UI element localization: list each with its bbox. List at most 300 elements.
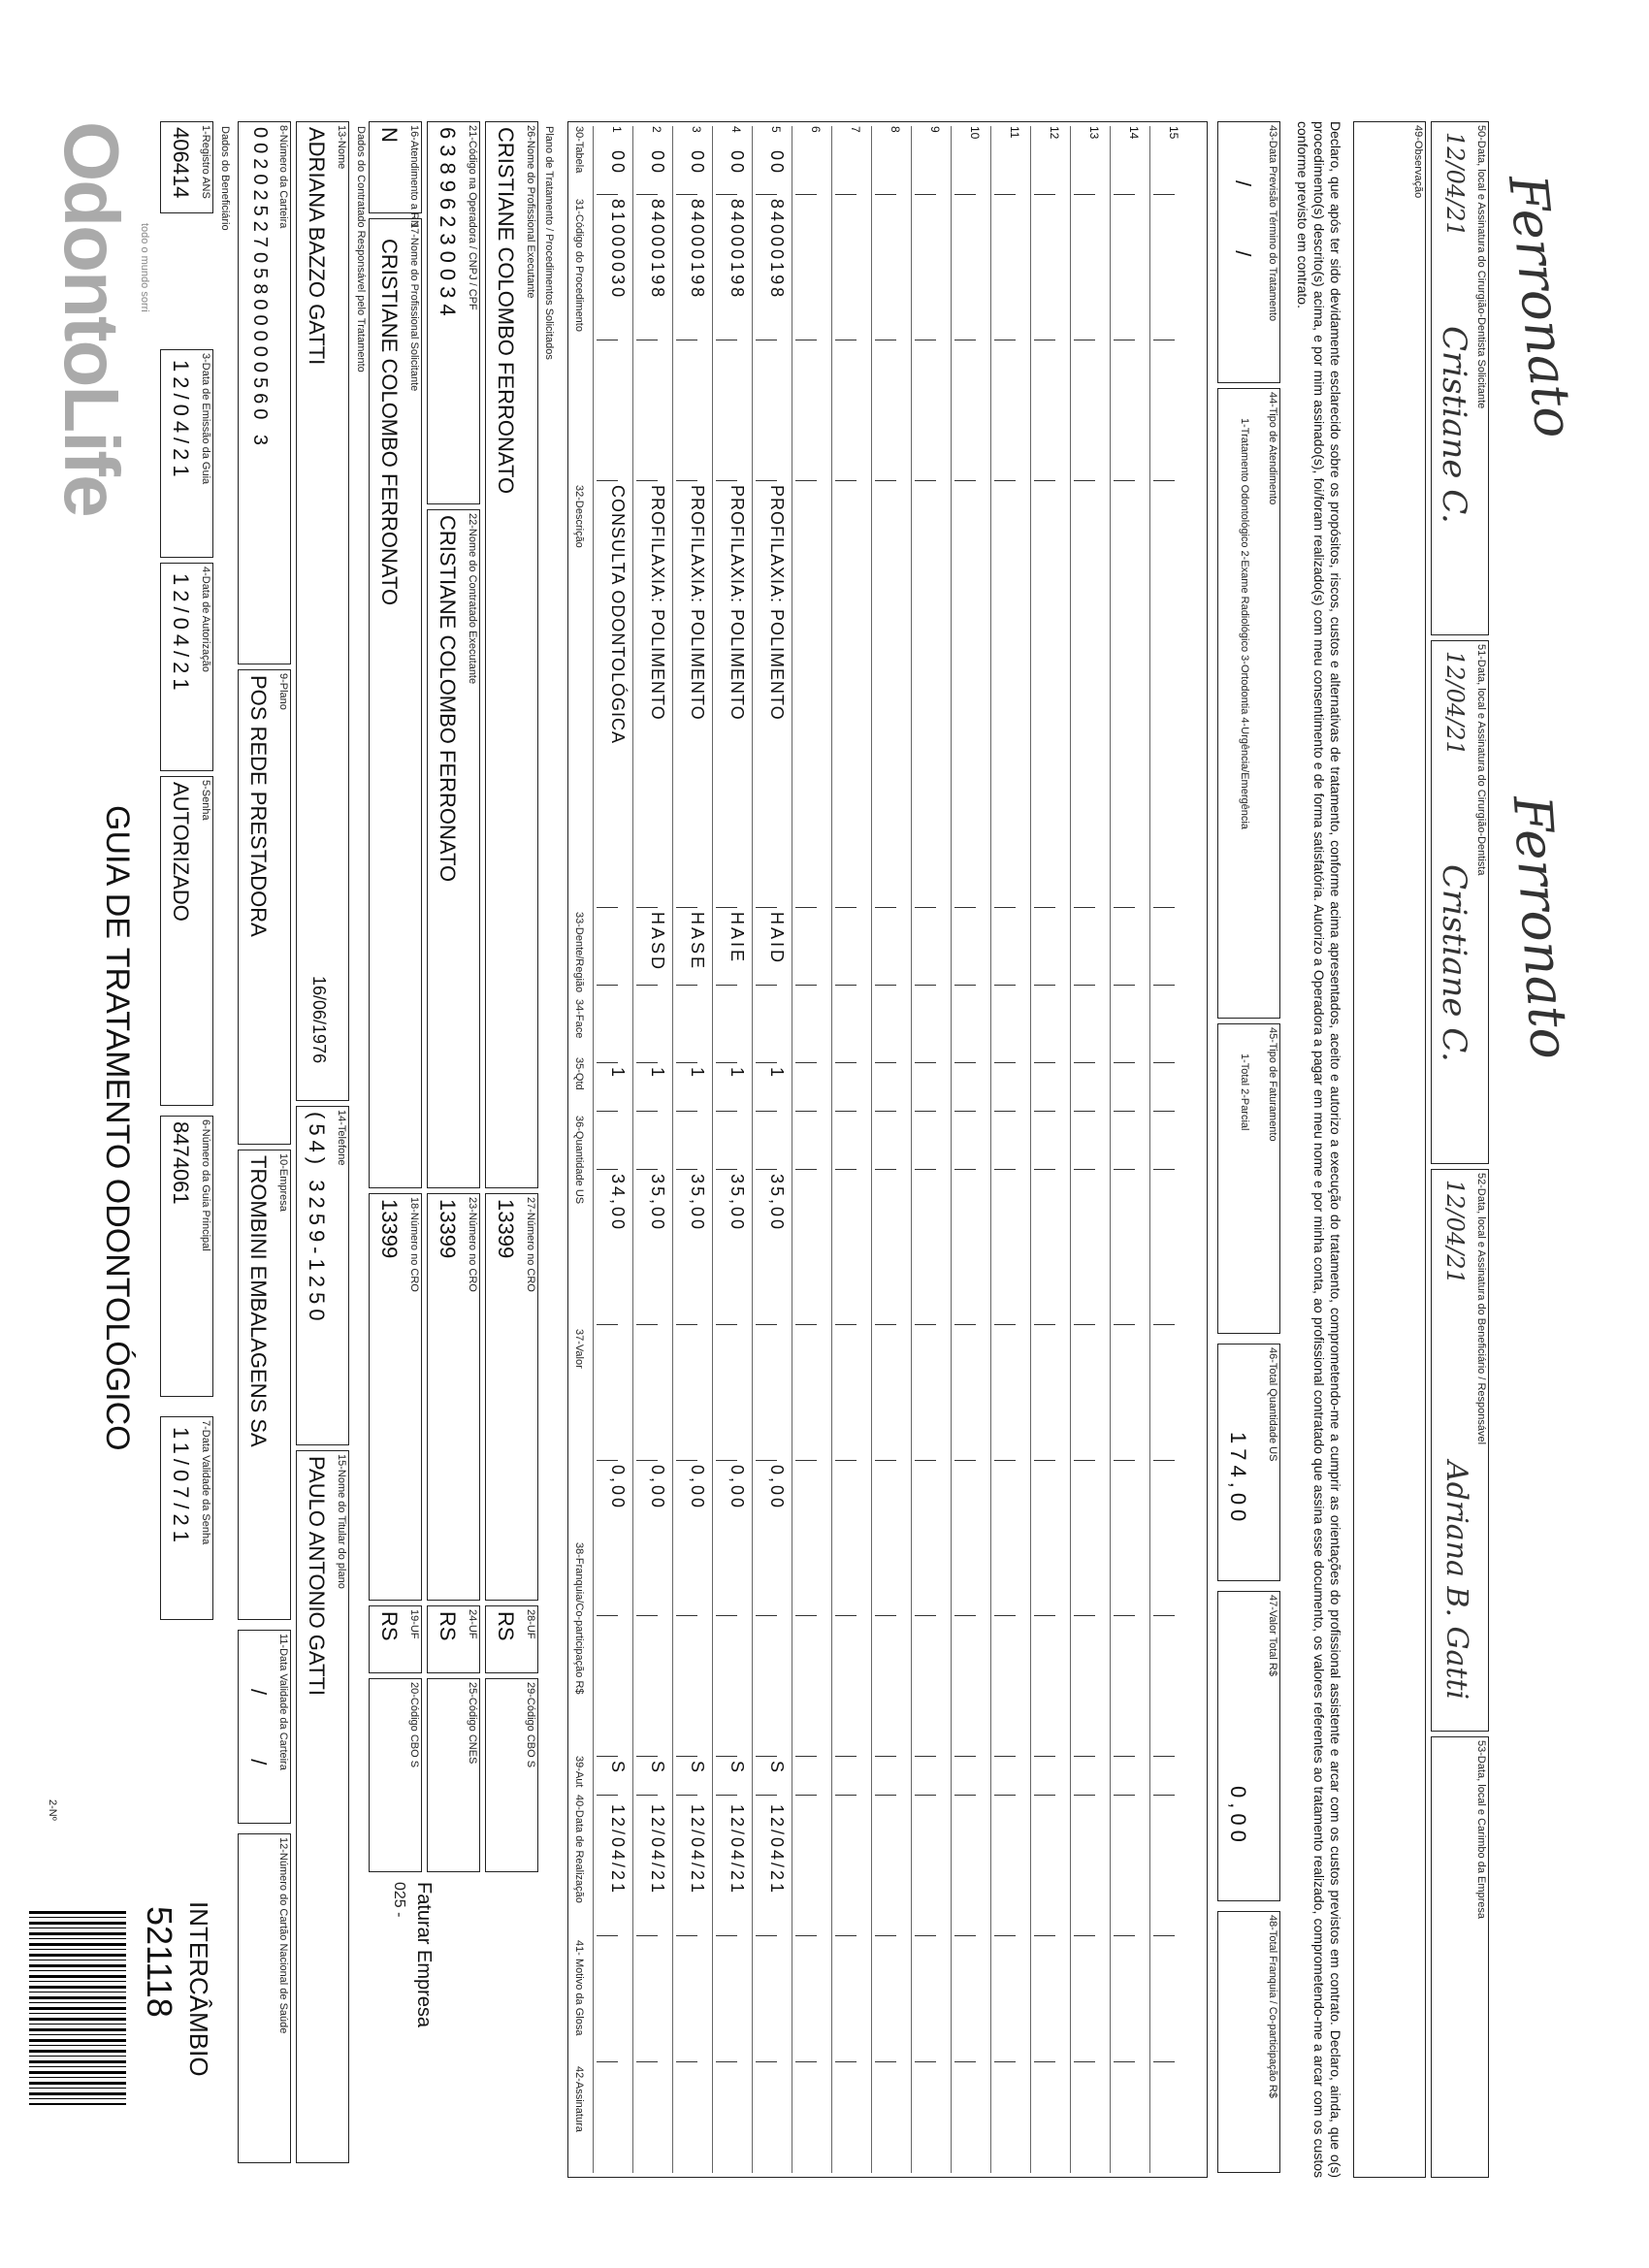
cell-divider bbox=[1153, 1111, 1175, 1112]
assin-empresa-box: 53-Data, local e Carimbo da Empresa bbox=[1431, 1736, 1489, 2178]
cell-divider bbox=[875, 2061, 896, 2062]
cro-solicitante[interactable]: 13399 bbox=[377, 1199, 402, 1259]
total-franquia-box: 48-Total Franquia / Co-participação R$ bbox=[1217, 1911, 1280, 2173]
data-emissao[interactable]: 12/04/21 bbox=[169, 360, 193, 482]
cell-divider bbox=[676, 1795, 697, 1796]
cell-divider bbox=[994, 1062, 1016, 1063]
assin-dentista-box: 51-Data, local e Assinatura do Cirurgião-Dentista 12/04/21 Cristiane C. bbox=[1431, 640, 1489, 1164]
row-us[interactable]: 35,00 bbox=[767, 1174, 787, 1233]
cell-divider bbox=[716, 480, 737, 481]
cell-divider bbox=[994, 480, 1016, 481]
codigo-operadora-box: 21-Código na Operadora / CNPJ / CPF 63896230034 bbox=[427, 121, 480, 504]
cell-divider bbox=[636, 1935, 658, 1936]
cell-divider bbox=[676, 1460, 697, 1461]
cell-divider bbox=[795, 907, 817, 908]
cell-divider bbox=[636, 1615, 658, 1616]
prof-executante[interactable]: CRISTIANE COLOMBO FERRONATO bbox=[494, 127, 518, 495]
uf-solicitante-box: 19-UF RS bbox=[369, 1605, 422, 1673]
cell-divider bbox=[1114, 1615, 1135, 1616]
cell-divider bbox=[795, 1615, 817, 1616]
cell-divider bbox=[1034, 1169, 1055, 1170]
cell-divider bbox=[756, 2061, 777, 2062]
row-number: 2 bbox=[650, 126, 663, 133]
table-row bbox=[632, 126, 671, 2173]
cell-divider bbox=[1074, 1111, 1095, 1112]
cell-divider bbox=[994, 1169, 1016, 1170]
cell-divider bbox=[597, 480, 618, 481]
cell-divider bbox=[1153, 194, 1175, 195]
row-tabela[interactable]: 00 bbox=[728, 150, 747, 177]
cbo-executante-box: 29-Código CBO S bbox=[485, 1678, 538, 1872]
prof-executante-box: 26-Nome do Profissional Executante CRISTIANE COLOMBO FERRONATO bbox=[485, 121, 538, 1188]
guia-principal[interactable]: 8474061 bbox=[169, 1121, 193, 1205]
table-row bbox=[1070, 126, 1109, 2173]
table-row bbox=[1110, 126, 1148, 2173]
registro-ans-box: 1-Registro ANS 406414 bbox=[160, 121, 213, 213]
cell-divider bbox=[875, 194, 896, 195]
cell-divider bbox=[716, 2061, 737, 2062]
row-tabela[interactable]: 00 bbox=[688, 150, 707, 177]
row-codigo[interactable]: 84000198 bbox=[688, 199, 707, 301]
assin-solicitante-signature: Cristiane C. bbox=[1435, 326, 1473, 524]
cell-divider bbox=[1074, 1062, 1095, 1063]
cell-divider bbox=[954, 1062, 976, 1063]
validade-carteira-box: 11-Data Validade da Carteira / / bbox=[238, 1630, 291, 1824]
atendimento-rn-box: 16-Atendimento a RN N bbox=[369, 121, 422, 213]
cell-divider bbox=[756, 907, 777, 908]
cell-divider bbox=[756, 1615, 777, 1616]
cell-divider bbox=[1114, 1460, 1135, 1461]
cell-divider bbox=[756, 1756, 777, 1757]
validade-senha-box: 7-Data Validade da Senha 11/07/21 bbox=[160, 1416, 213, 1620]
cell-divider bbox=[795, 1062, 817, 1063]
cell-divider bbox=[835, 1062, 857, 1063]
row-codigo[interactable]: 81000030 bbox=[608, 199, 628, 301]
handwritten-name-1: Ferronato bbox=[1496, 172, 1586, 441]
cell-divider bbox=[1074, 1795, 1095, 1796]
cell-divider bbox=[1153, 2061, 1175, 2062]
cell-divider bbox=[835, 1795, 857, 1796]
cell-divider bbox=[1153, 1615, 1175, 1616]
cell-divider bbox=[1074, 1324, 1095, 1325]
cell-divider bbox=[1034, 1111, 1055, 1112]
cell-divider bbox=[875, 1756, 896, 1757]
row-tabela[interactable]: 00 bbox=[767, 150, 787, 177]
cell-divider bbox=[676, 985, 697, 986]
row-aut[interactable]: S bbox=[648, 1761, 667, 1776]
cell-divider bbox=[954, 1460, 976, 1461]
cell-divider bbox=[954, 1111, 976, 1112]
validade-senha[interactable]: 11/07/21 bbox=[169, 1427, 193, 1548]
table-row bbox=[712, 126, 751, 2173]
table-row bbox=[752, 126, 791, 2173]
guia-principal-box: 6-Número da Guia Principal 8474061 bbox=[160, 1116, 213, 1397]
carteira[interactable]: 0020252705800000560 3 bbox=[249, 127, 271, 451]
tipo-atendimento-box: 44-Tipo de Atendimento 1-Tratamento Odontológico 2-Exame Radiológico 3-Ortodontia 4-Urgência/Emergência bbox=[1217, 388, 1280, 1019]
plano[interactable]: POS REDE PRESTADORA bbox=[246, 675, 271, 937]
cell-divider bbox=[875, 1795, 896, 1796]
cell-divider bbox=[676, 907, 697, 908]
row-us[interactable]: 35,00 bbox=[648, 1174, 667, 1233]
row-valor[interactable]: 0,00 bbox=[608, 1465, 628, 1511]
senha[interactable]: AUTORIZADO bbox=[169, 782, 193, 922]
cell-divider bbox=[954, 1324, 976, 1325]
guide-number-label: 2-Nº bbox=[47, 1799, 58, 1821]
cell-divider bbox=[1114, 480, 1135, 481]
empresa-box: 10-Empresa TROMBINI EMBALAGENS SA bbox=[238, 1150, 291, 1620]
row-us[interactable]: 35,00 bbox=[728, 1174, 747, 1233]
cell-divider bbox=[875, 1169, 896, 1170]
cell-divider bbox=[954, 907, 976, 908]
cell-divider bbox=[1153, 1062, 1175, 1063]
uf-executante[interactable]: RS bbox=[494, 1611, 518, 1641]
cell-divider bbox=[1153, 907, 1175, 908]
cell-divider bbox=[915, 1795, 936, 1796]
previsao-termino[interactable]: / / bbox=[1231, 180, 1255, 286]
cell-divider bbox=[1114, 2061, 1135, 2062]
data-autorizacao[interactable]: 12/04/21 bbox=[169, 573, 193, 696]
table-row bbox=[911, 126, 950, 2173]
cell-divider bbox=[676, 1615, 697, 1616]
cell-divider bbox=[1074, 1169, 1095, 1170]
cell-divider bbox=[597, 907, 618, 908]
cell-divider bbox=[795, 985, 817, 986]
row-number: 4 bbox=[729, 126, 743, 133]
cell-divider bbox=[1034, 1795, 1055, 1796]
row-qtd[interactable]: 1 bbox=[728, 1067, 747, 1081]
table-row bbox=[1030, 126, 1069, 2173]
table-section-title: Plano de Tratamento / Procedimentos Solicitados bbox=[543, 126, 555, 360]
cell-divider bbox=[676, 194, 697, 195]
cell-divider bbox=[597, 2061, 618, 2062]
cell-divider bbox=[795, 1169, 817, 1170]
cell-divider bbox=[795, 1935, 817, 1936]
cell-divider bbox=[636, 1460, 658, 1461]
cell-divider bbox=[1153, 1935, 1175, 1936]
row-data[interactable]: 12/04/21 bbox=[728, 1804, 747, 1896]
declaracao-text: Declaro, que após ter sido devidamente esclarecido sobre os propósitos, riscos, custos e alternativas de tratamento, conforme acima apresentados, aceito e autorizo a execução do tratamento, comprometendo-me a cumprir as orientações do profissional assistente e arcar com os custos previstos em contrato. Declaro, ainda, que o(s) procedimento(s) descrito(s) acima, e por mim assinado(s), foi/foram realizado(s) com meu consentimento e de forma satisfatória. Autorizo a Operadora a pagar em meu nome e por minha conta, ao profissional contratado que assina esse documento, os valores referentes ao tratamento realizado, comprometendo-me a arcar com os custos conforme previsto em contrato. bbox=[1295, 121, 1343, 2178]
cell-divider bbox=[636, 1795, 658, 1796]
cell-divider bbox=[915, 1324, 936, 1325]
cell-divider bbox=[716, 1756, 737, 1757]
row-descricao[interactable]: CONSULTA ODONTOLÓGICA bbox=[608, 485, 628, 745]
assin-solicitante-data[interactable]: 12/04/21 bbox=[1441, 132, 1469, 237]
cell-divider bbox=[795, 194, 817, 195]
tipo-atendimento-options[interactable]: 1-Tratamento Odontológico 2-Exame Radiológico 3-Ortodontia 4-Urgência/Emergência bbox=[1239, 418, 1250, 829]
row-data[interactable]: 12/04/21 bbox=[608, 1804, 628, 1896]
cell-divider bbox=[756, 985, 777, 986]
cell-divider bbox=[676, 480, 697, 481]
cell-divider bbox=[1153, 1795, 1175, 1796]
prof-solicitante[interactable]: CRISTIANE COLOMBO FERRONATO bbox=[377, 239, 402, 606]
cell-divider bbox=[1114, 1169, 1135, 1170]
tipo-faturamento-options[interactable]: 1-Total 2-Parcial bbox=[1239, 1053, 1250, 1131]
cell-divider bbox=[915, 1111, 936, 1112]
row-valor[interactable]: 0,00 bbox=[648, 1465, 667, 1511]
cell-divider bbox=[676, 1756, 697, 1757]
cell-divider bbox=[1114, 1935, 1135, 1936]
cell-divider bbox=[1074, 1935, 1095, 1936]
cell-divider bbox=[716, 1615, 737, 1616]
cell-divider bbox=[1153, 480, 1175, 481]
cro-executante[interactable]: 13399 bbox=[494, 1199, 518, 1259]
row-us[interactable]: 34,00 bbox=[608, 1174, 628, 1233]
row-data[interactable]: 12/04/21 bbox=[767, 1804, 787, 1896]
cell-divider bbox=[1153, 1169, 1175, 1170]
row-number: 6 bbox=[809, 126, 823, 133]
cell-divider bbox=[597, 1935, 618, 1936]
cell-divider bbox=[915, 1460, 936, 1461]
assin-beneficiario-signature: Adriana B. Gatti bbox=[1439, 1461, 1473, 1701]
cell-divider bbox=[597, 1756, 618, 1757]
cell-divider bbox=[716, 1795, 737, 1796]
cell-divider bbox=[1153, 1324, 1175, 1325]
row-number: 14 bbox=[1127, 126, 1141, 140]
cell-divider bbox=[875, 1935, 896, 1936]
cell-divider bbox=[835, 1111, 857, 1112]
nome-beneficiario[interactable]: ADRIANA BAZZO GATTI bbox=[305, 127, 329, 366]
cell-divider bbox=[1034, 1756, 1055, 1757]
cell-divider bbox=[636, 1324, 658, 1325]
cell-divider bbox=[915, 1756, 936, 1757]
odontolife-logo: OdontoLife bbox=[48, 121, 135, 516]
cell-divider bbox=[1114, 194, 1135, 195]
note-025: 025 - bbox=[391, 1882, 407, 1918]
codigo-operadora[interactable]: 63896230034 bbox=[436, 127, 460, 322]
cell-divider bbox=[795, 1756, 817, 1757]
row-valor[interactable]: 0,00 bbox=[728, 1465, 747, 1511]
previsao-box: 43-Data Previsão Término do Tratamento / / bbox=[1217, 121, 1280, 383]
cell-divider bbox=[716, 1935, 737, 1936]
dados-contratado-heading: Dados do Contratado Responsável pelo Tratamento bbox=[355, 126, 367, 373]
observacao-box: 49-Observação bbox=[1353, 121, 1426, 2178]
contratado-executante[interactable]: CRISTIANE COLOMBO FERRONATO bbox=[436, 515, 460, 883]
row-dente[interactable]: HAIE bbox=[728, 912, 747, 965]
row-tabela[interactable]: 00 bbox=[608, 150, 628, 177]
row-descricao[interactable]: PROFILAXIA: POLIMENTO bbox=[648, 485, 667, 721]
cro-contratado[interactable]: 13399 bbox=[436, 1199, 460, 1259]
row-valor[interactable]: 0,00 bbox=[688, 1465, 707, 1511]
row-tabela[interactable]: 00 bbox=[648, 150, 667, 177]
table-row bbox=[990, 126, 1029, 2173]
cell-divider bbox=[954, 1615, 976, 1616]
row-dente[interactable]: HASD bbox=[648, 912, 667, 973]
total-us[interactable]: 174,00 bbox=[1226, 1432, 1250, 1527]
cell-divider bbox=[875, 907, 896, 908]
empresa[interactable]: TROMBINI EMBALAGENS SA bbox=[246, 1155, 271, 1447]
cell-divider bbox=[676, 1062, 697, 1063]
uf-executante-box: 28-UF RS bbox=[485, 1605, 538, 1673]
row-aut[interactable]: S bbox=[728, 1761, 747, 1776]
table-row bbox=[871, 126, 910, 2173]
cell-divider bbox=[756, 1795, 777, 1796]
data-nascimento[interactable]: 16/06/1976 bbox=[309, 976, 329, 1064]
data-autorizacao-box: 4-Data de Autorização 12/04/21 bbox=[160, 563, 213, 771]
cell-divider bbox=[597, 194, 618, 195]
assin-beneficiario-data[interactable]: 12/04/21 bbox=[1441, 1180, 1469, 1284]
row-qtd[interactable]: 1 bbox=[648, 1067, 667, 1081]
cell-divider bbox=[994, 2061, 1016, 2062]
row-dente[interactable]: HASE bbox=[688, 912, 707, 972]
uf-contratado[interactable]: RS bbox=[436, 1611, 460, 1641]
cell-divider bbox=[1034, 985, 1055, 986]
cell-divider bbox=[795, 1460, 817, 1461]
cell-divider bbox=[597, 1460, 618, 1461]
cell-divider bbox=[716, 194, 737, 195]
cell-divider bbox=[716, 1324, 737, 1325]
logo-tagline: todo o mundo sorri bbox=[139, 223, 150, 312]
cell-divider bbox=[676, 2061, 697, 2062]
cell-divider bbox=[915, 1615, 936, 1616]
cell-divider bbox=[636, 1169, 658, 1170]
valor-total[interactable]: 0,00 bbox=[1226, 1786, 1250, 1847]
cell-divider bbox=[954, 1935, 976, 1936]
row-descricao[interactable]: PROFILAXIA: POLIMENTO bbox=[728, 485, 747, 721]
cell-divider bbox=[994, 1111, 1016, 1112]
cell-divider bbox=[994, 1615, 1016, 1616]
cell-divider bbox=[875, 1324, 896, 1325]
cell-divider bbox=[795, 480, 817, 481]
validade-carteira[interactable]: / / bbox=[246, 1689, 271, 1795]
row-qtd[interactable]: 1 bbox=[688, 1067, 707, 1081]
cell-divider bbox=[1114, 1324, 1135, 1325]
table-row bbox=[951, 126, 989, 2173]
row-descricao[interactable]: PROFILAXIA: POLIMENTO bbox=[767, 485, 787, 721]
cell-divider bbox=[716, 1062, 737, 1063]
cell-divider bbox=[636, 480, 658, 481]
row-number: 15 bbox=[1167, 126, 1180, 140]
cell-divider bbox=[1034, 1460, 1055, 1461]
cell-divider bbox=[676, 1111, 697, 1112]
cell-divider bbox=[756, 1324, 777, 1325]
assin-beneficiario-box: 52-Data, local e Assinatura do Beneficiário / Responsável 12/04/21 Adriana B. Gatti bbox=[1431, 1169, 1489, 1732]
valor-total-box: 47-Valor Total R$ 0,00 bbox=[1217, 1591, 1280, 1901]
cell-divider bbox=[1074, 985, 1095, 986]
uf-solicitante[interactable]: RS bbox=[377, 1611, 402, 1641]
cell-divider bbox=[1153, 1460, 1175, 1461]
cell-divider bbox=[954, 480, 976, 481]
cell-divider bbox=[676, 1169, 697, 1170]
cell-divider bbox=[835, 2061, 857, 2062]
table-row bbox=[593, 126, 631, 2173]
cell-divider bbox=[835, 907, 857, 908]
cell-divider bbox=[1034, 194, 1055, 195]
cell-divider bbox=[716, 985, 737, 986]
barcode bbox=[29, 1911, 126, 2105]
carteira-box: 8-Número da Carteira 0020252705800000560 3 bbox=[238, 121, 291, 664]
cell-divider bbox=[1034, 480, 1055, 481]
row-codigo[interactable]: 84000198 bbox=[728, 199, 747, 301]
telefone[interactable]: (54) 3259-1250 bbox=[305, 1112, 329, 1326]
row-qtd[interactable]: 1 bbox=[767, 1067, 787, 1081]
row-number: 9 bbox=[928, 126, 942, 133]
cell-divider bbox=[915, 1169, 936, 1170]
cell-divider bbox=[716, 907, 737, 908]
cell-divider bbox=[597, 1795, 618, 1796]
cell-divider bbox=[716, 1111, 737, 1112]
row-number: 12 bbox=[1048, 126, 1061, 140]
cell-divider bbox=[716, 1460, 737, 1461]
cell-divider bbox=[1034, 2061, 1055, 2062]
cell-divider bbox=[756, 1935, 777, 1936]
cell-divider bbox=[915, 194, 936, 195]
cro-solicitante-box: 18-Número no CRO 13399 bbox=[369, 1193, 422, 1601]
senha-box: 5-Senha AUTORIZADO bbox=[160, 776, 213, 1106]
cell-divider bbox=[636, 1062, 658, 1063]
cell-divider bbox=[875, 1111, 896, 1112]
cell-divider bbox=[1114, 1756, 1135, 1757]
cell-divider bbox=[636, 1756, 658, 1757]
page-title: GUIA DE TRATAMENTO ODONTOLÓGICO bbox=[99, 805, 136, 1451]
row-codigo[interactable]: 84000198 bbox=[648, 199, 667, 301]
row-number: 1 bbox=[610, 126, 624, 133]
guide-sheet: OdontoLife todo o mundo sorri GUIA DE TRATAMENTO ODONTOLÓGICO 2-Nº 521118 INTERCÂMBIO 1-Registro ANS 406414 3-Data de Emissão da Guia 12/04/21 4-Data de Autorização 12/04/21 5-Senha AUTORIZADO 6-Número da Guia Principal 8474061 7-Data Validade da Senha 11/07/21 Dados do Beneficiário 8-Número da Carteira 0020252705800000560 3 9-Plano POS REDE PRESTADORA 10-Empresa TROMBINI EMBALAGENS SA 11-Data Validade da Carteira / / 12-Número do Cartão Nacional de Saúde 13-Nome ADRIANA BAZZO GATTI 16/06/1976 14-Telefone (54) 3259-1250 15-Nome do Titular do plano PAULO ANTONIO GATTI Dados do Contratado Responsável pelo Tratamento 16-Atendimento a RN N 17-Nome do Profissional Solicitante CRISTIANE COLOMBO FERRONATO 18-Número no CRO 13399 19-UF RS 20-Código CBO S 025 - Faturar Empresa 21-Código na Operadora / CNPJ / CPF 63896230034 22-Nome do Contratado Executante CRISTIANE COLOMBO FERRONATO 23-Número no CRO 13399 24-UF RS 25-Código CNES 26-Nome do Profissional Executante CRISTIANE COLOMBO FERRONATO 27-Número no CRO 13399 28-UF RS 29-Código CBO S Plano de Tratamento / Procedimentos Solicitados 30-Tabela 31-Código do Procedimento 32-Descrição 33-Dente/Região 34-Face 35-Qtd 36-Quantidade US 37-Valor 38-Franquia/Co-participação R$ 39-Aut 40-Data de Realização 41- Motivo da Glosa 42-Assinatura 1 00 81000030 CONSULTA ODONTOLÓGICA 1 34,00 0,00 S 12/04/21 2 00 84000198 PROFILAXIA: POLIMENTO HASD 1 35,00 0,00 S 12/04/21 3 00 84000198 PROFILAXIA: POLIMENTO HASE 1 35,00 0,00 S 12/04/21 4 00 84000198 PROFILAXIA: POLIMENTO HAIE 1 35,00 0,00 S 12/04/21 5 00 84000198 PROFILAXIA: POLIMENTO HAID 1 35,00 0,00 S 12/04/21 6 7 8 9 10 11 12 13 14 15 43-Data Previsão Término do Tratamento / / 44-Tipo de Atendimento 1-Tratamento Odontológico 2-Exame Radiológico 3-Ortodontia 4-Urgência/Emergência 45-Tipo de Faturamento 1-Total 2-Parcial 46-Total Quantidade US 174,00 47-Valor Total R$ 0,00 48-Total Franquia / Co-participação R$ Declaro, que após ter sido devidamente esclarecido sobre os propósitos, riscos, custos e alternativas de tratamento, conforme acima apresentados, aceito e autorizo a execução do tratamento, comprometendo-me a cumprir as orientações do profissional assistente e arcar com os custos previstos em contrato. Declaro, ainda, que o(s) procedimento(s) descrito(s) acima, e por mim assinado(s), foi/foram realizado(s) com meu consentimento e de forma satisfatória. Autorizo a Operadora a pagar em meu nome e por minha conta, ao profissional contratado que assina esse documento, os valores referentes ao tratamento realizado, comprometendo-me a arcar com os custos conforme previsto em contrato. 49-Observação 50-Data, local e Assinatura do Cirurgião-Dentista Solicitante 12/04/21 Cristiane C. 51-Data, local e Assinatura do Cirurgião-Dentista 12/04/21 Cristiane C. 52-Data, local e Assinatura do Beneficiário / Responsável 12/04/21 Adriana B. Gatti 53-Data, local e Carimbo da Empresa Ferronato Ferronato bbox=[0, 0, 1649, 2268]
row-us[interactable]: 35,00 bbox=[688, 1174, 707, 1233]
row-data[interactable]: 12/04/21 bbox=[688, 1804, 707, 1896]
cro-contratado-box: 23-Número no CRO 13399 bbox=[427, 1193, 480, 1601]
row-codigo[interactable]: 84000198 bbox=[767, 199, 787, 301]
table-row bbox=[831, 126, 870, 2173]
registro-ans[interactable]: 406414 bbox=[169, 127, 193, 199]
cell-divider bbox=[875, 1615, 896, 1616]
cell-divider bbox=[597, 1169, 618, 1170]
atendimento-rn[interactable]: N bbox=[377, 127, 402, 143]
row-number: 10 bbox=[968, 126, 982, 140]
cell-divider bbox=[954, 194, 976, 195]
row-qtd[interactable]: 1 bbox=[608, 1067, 628, 1081]
row-number: 5 bbox=[769, 126, 783, 133]
cell-divider bbox=[1034, 1615, 1055, 1616]
guide-type: INTERCÂMBIO bbox=[184, 1901, 213, 2077]
cell-divider bbox=[954, 985, 976, 986]
cell-divider bbox=[1074, 194, 1095, 195]
cell-divider bbox=[915, 2061, 936, 2062]
row-data[interactable]: 12/04/21 bbox=[648, 1804, 667, 1896]
row-number: 8 bbox=[889, 126, 902, 133]
nome-box: 13-Nome ADRIANA BAZZO GATTI 16/06/1976 bbox=[296, 121, 349, 1101]
cell-divider bbox=[954, 1795, 976, 1796]
cell-divider bbox=[756, 194, 777, 195]
cell-divider bbox=[835, 985, 857, 986]
cell-divider bbox=[994, 1324, 1016, 1325]
cell-divider bbox=[597, 1324, 618, 1325]
assin-dentista-data[interactable]: 12/04/21 bbox=[1441, 651, 1469, 756]
row-dente[interactable]: HAID bbox=[767, 912, 787, 966]
cell-divider bbox=[636, 1111, 658, 1112]
cell-divider bbox=[875, 1062, 896, 1063]
cell-divider bbox=[1034, 1062, 1055, 1063]
titular[interactable]: PAULO ANTONIO GATTI bbox=[305, 1456, 329, 1696]
row-descricao[interactable]: PROFILAXIA: POLIMENTO bbox=[688, 485, 707, 721]
row-aut[interactable]: S bbox=[608, 1761, 628, 1776]
row-valor[interactable]: 0,00 bbox=[767, 1465, 787, 1511]
row-number: 7 bbox=[849, 126, 862, 133]
table-row bbox=[672, 126, 711, 2173]
row-aut[interactable]: S bbox=[688, 1761, 707, 1776]
cell-divider bbox=[1153, 1756, 1175, 1757]
table-row bbox=[1149, 126, 1188, 2173]
cell-divider bbox=[915, 480, 936, 481]
table-row bbox=[792, 126, 830, 2173]
cell-divider bbox=[1074, 2061, 1095, 2062]
assin-dentista-signature: Cristiane C. bbox=[1435, 864, 1473, 1062]
cell-divider bbox=[915, 907, 936, 908]
prof-solicitante-box: 17-Nome do Profissional Solicitante CRISTIANE COLOMBO FERRONATO bbox=[369, 218, 422, 1188]
cell-divider bbox=[915, 1062, 936, 1063]
row-aut[interactable]: S bbox=[767, 1761, 787, 1776]
cell-divider bbox=[1114, 1062, 1135, 1063]
cell-divider bbox=[994, 985, 1016, 986]
